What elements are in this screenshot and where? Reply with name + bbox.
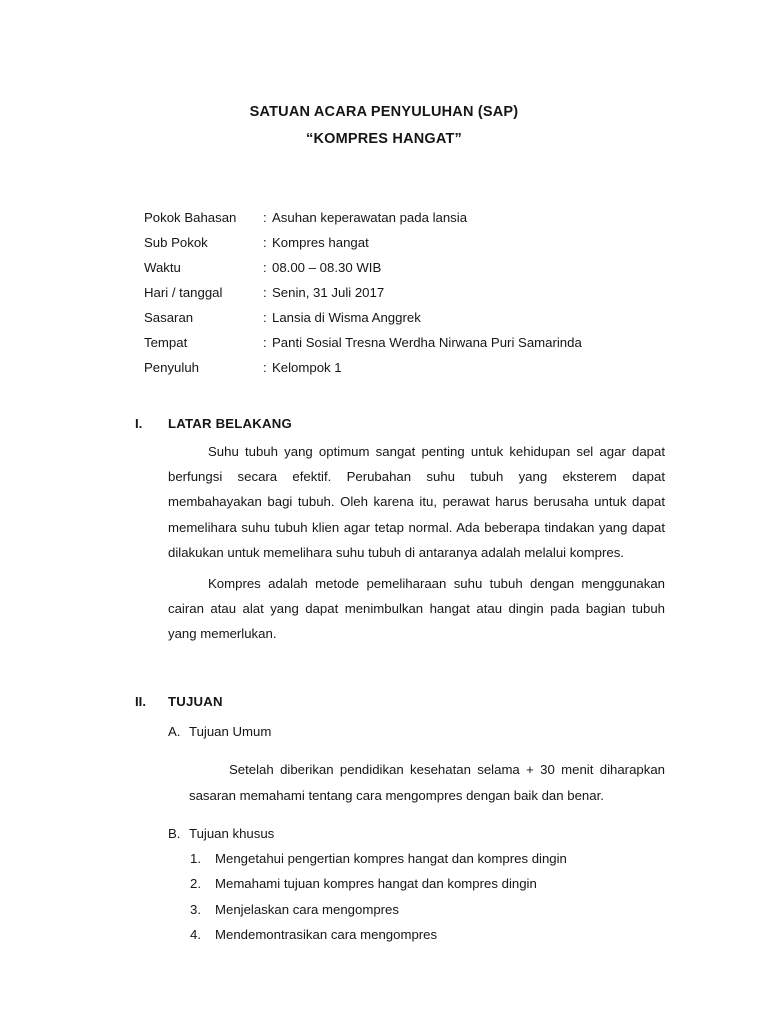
document-title: SATUAN ACARA PENYULUHAN (SAP)	[249, 104, 519, 120]
list-item	[190, 871, 665, 896]
list-item-label: Menjelaskan cara mengompres	[215, 901, 399, 917]
metadata-row	[144, 255, 704, 280]
document-subtitle: “KOMPRES HANGAT”	[306, 131, 462, 147]
paragraph-tujuan-umum: Setelah diberikan pendidikan kesehatan selama + 30 menit diharapkan sasaran memahami tentang cara mengompres dengan baik dan benar.	[189, 762, 665, 803]
paragraph: Kompres adalah metode pemeliharaan suhu tubuh dengan menggunakan cairan atau alat yang dapat menimbulkan hangat atau dingin pada bagian tubuh yang memerlukan.	[168, 576, 665, 642]
numbered-list	[190, 846, 665, 947]
section-number: II.	[135, 694, 146, 709]
metadata-colon: :	[263, 310, 267, 325]
list-item-label: Mendemontrasikan cara mengompres	[215, 926, 438, 942]
metadata-block	[144, 205, 704, 380]
metadata-colon: :	[263, 360, 267, 375]
list-marker: 4.	[190, 926, 201, 942]
metadata-row	[144, 305, 704, 330]
list-item	[190, 922, 665, 947]
metadata-row	[144, 330, 704, 355]
list-item-label: Mengetahui pengertian kompres hangat dan kompres dingin	[215, 851, 567, 867]
list-item	[190, 846, 665, 871]
lettered-list	[168, 719, 665, 947]
list-marker: 1.	[190, 851, 201, 867]
metadata-label: Sasaran	[144, 310, 194, 325]
metadata-value: Kelompok 1	[272, 360, 342, 375]
metadata-label: Tempat	[144, 335, 188, 350]
metadata-value: Panti Sosial Tresna Werdha Nirwana Puri Samarinda	[272, 335, 582, 350]
section-number: I.	[135, 416, 143, 431]
list-item-tujuan-khusus	[168, 821, 665, 846]
list-item-label: Tujuan khusus	[189, 825, 275, 841]
metadata-label: Waktu	[144, 260, 181, 275]
list-item	[190, 897, 665, 922]
list-item-tujuan-umum	[168, 719, 665, 744]
metadata-row	[144, 280, 704, 305]
section-latar-belakang	[135, 414, 665, 647]
metadata-label: Pokok Bahasan	[144, 210, 237, 225]
section-title: LATAR BELAKANG	[168, 416, 292, 431]
section-body	[168, 719, 665, 947]
metadata-label: Sub Pokok	[144, 235, 208, 250]
metadata-row	[144, 230, 704, 255]
metadata-colon: :	[263, 335, 267, 350]
metadata-row	[144, 355, 704, 380]
metadata-value: Lansia di Wisma Anggrek	[272, 310, 421, 325]
metadata-label: Penyuluh	[144, 360, 199, 375]
metadata-value: Kompres hangat	[272, 235, 369, 250]
metadata-colon: :	[263, 210, 267, 225]
metadata-value: Senin, 31 Juli 2017	[272, 285, 385, 300]
metadata-colon: :	[263, 260, 267, 275]
section-heading	[135, 692, 665, 712]
section-body	[168, 439, 665, 647]
metadata-label: Hari / tanggal	[144, 285, 223, 300]
metadata-colon: :	[263, 285, 267, 300]
list-marker: A.	[168, 724, 181, 739]
list-item-label: Tujuan Umum	[189, 724, 272, 739]
section-tujuan	[135, 692, 665, 947]
metadata-colon: :	[263, 235, 267, 250]
section-title: TUJUAN	[168, 694, 223, 709]
list-marker: 2.	[190, 876, 201, 892]
metadata-row	[144, 205, 704, 230]
metadata-value: Asuhan keperawatan pada lansia	[272, 210, 468, 225]
list-item-label: Memahami tujuan kompres hangat dan kompres dingin	[215, 876, 537, 892]
list-marker: 3.	[190, 901, 201, 917]
list-marker: B.	[168, 825, 181, 841]
paragraph: Suhu tubuh yang optimum sangat penting untuk kehidupan sel agar dapat berfungsi secara efektif. Perubahan suhu tubuh yang eksterem dapat membahayakan bagi tubuh. Oleh karena itu, perawat harus berusaha untuk dapat memelihara suhu tubuh klien agar tetap normal. Ada beberapa tindakan yang dapat dilakukan untuk memelihara suhu tubuh di antaranya adalah melalui kompres.	[168, 444, 665, 560]
document-title-block	[0, 104, 768, 148]
section-heading	[135, 414, 665, 434]
metadata-value: 08.00 – 08.30 WIB	[272, 260, 382, 275]
